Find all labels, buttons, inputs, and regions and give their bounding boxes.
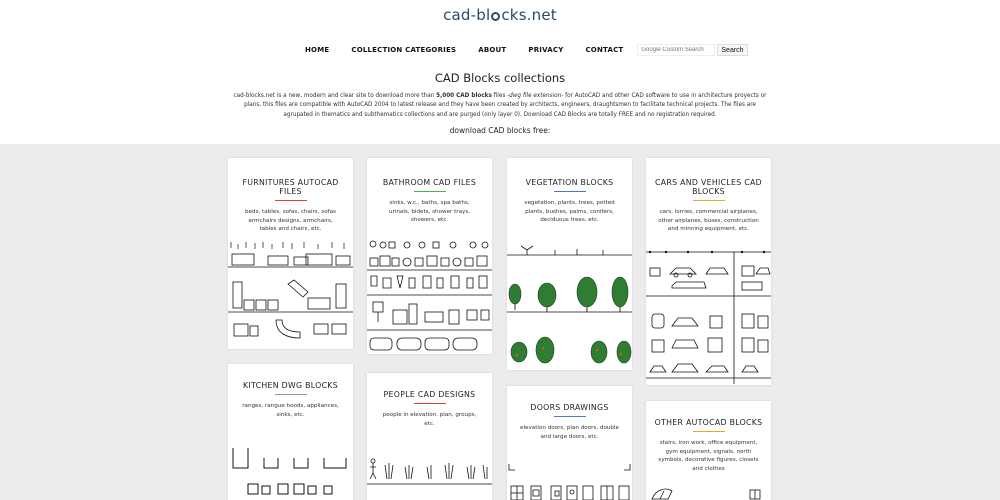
- card-bathroom[interactable]: [367, 158, 492, 354]
- card-accent-line: [554, 416, 586, 417]
- search-button[interactable]: Search: [717, 44, 747, 56]
- doors-blocks-image: [507, 464, 632, 500]
- card-description: elevation doors, plan doors, double and large doors, etc.: [520, 425, 619, 440]
- download-subheading: download CAD blocks free:: [449, 126, 551, 135]
- card-title: PEOPLE CAD DESIGNS: [383, 390, 476, 399]
- card-people[interactable]: [367, 373, 492, 500]
- card-title: BATHROOM CAD FILES: [382, 178, 477, 187]
- nav-privacy[interactable]: PRIVACY: [528, 46, 564, 54]
- card-description: people in elevation. plan, groups, etc.: [382, 412, 477, 427]
- logo-text-end: cks.net: [501, 6, 557, 24]
- main-navigation: [305, 44, 748, 56]
- logo-text-start: cad-bl: [443, 6, 491, 24]
- card-title: CARS AND VEHICLES CAD BLOCKS: [655, 178, 762, 196]
- other-blocks-image: [646, 485, 771, 500]
- card-accent-line: [275, 200, 307, 201]
- intro-text-3: for AutoCAD and other CAD software to use in architecture proyects or plans, this files are compatible with AutoCAD 2004 to latest release and they have been created by architects, engineers, draughtsmen to facilitate technical projects. The files are agrupated in thematics and subthematics collections and are purged (only layer 0). Download CAD Blocks are totally FREE and no registration required.: [244, 93, 767, 118]
- card-title: KITCHEN DWG BLOCKS: [243, 381, 338, 390]
- page-heading: CAD Blocks collections: [434, 71, 566, 85]
- card-accent-line: [414, 191, 446, 192]
- logo-circle-icon: [491, 12, 500, 21]
- card-title: FURNITURES AUTOCAD FILES: [242, 178, 339, 196]
- card-title: VEGETATION BLOCKS: [525, 178, 614, 187]
- intro-paragraph: [231, 92, 769, 120]
- card-furnitures[interactable]: [228, 158, 353, 349]
- card-accent-line: [554, 191, 586, 192]
- card-description: vegetation, plants, trees, potted plants, bushes, palms, conifers, deciduous trees, etc.: [524, 200, 615, 223]
- site-logo[interactable]: [0, 6, 1000, 24]
- vegetation-blocks-image: [507, 240, 632, 370]
- intro-italic-ext: -dwg file extension-: [507, 93, 564, 99]
- card-description: sinks, w.c., baths, spa baths, urinals, bidets, shower trays, showers, etc.: [388, 200, 471, 223]
- card-vegetation[interactable]: [507, 158, 632, 370]
- kitchen-blocks-image: [228, 444, 353, 500]
- card-title: OTHER AUTOCAD BLOCKS: [654, 418, 763, 427]
- bathroom-blocks-image: [367, 240, 492, 354]
- collections-background: [0, 144, 1000, 500]
- card-description: stairs, iron work, office equipment, gym equipment, signals, north symbols, decorative figures, closets and clothes: [658, 440, 759, 472]
- intro-text-2: files: [491, 93, 508, 99]
- furniture-blocks-image: [228, 242, 353, 349]
- card-accent-line: [414, 403, 446, 404]
- card-description: beds, tables, sofas, chairs, sofas armchairs designs, armchairs, tables and chairs, etc.: [245, 209, 336, 232]
- card-cars[interactable]: [646, 158, 771, 385]
- card-description: ranges, rangue hoods, appliances, sinks, etc.: [242, 403, 339, 418]
- search-input[interactable]: [637, 44, 715, 56]
- card-doors[interactable]: [507, 386, 632, 500]
- nav-contact[interactable]: CONTACT: [585, 46, 624, 54]
- card-accent-line: [693, 431, 725, 432]
- card-title: DOORS DRAWINGS: [530, 403, 609, 412]
- card-other[interactable]: [646, 401, 771, 500]
- card-description: cars, lorries, commercial airplanes, other airplanes, buses, construction and minning equipment, etc.: [658, 209, 759, 232]
- card-accent-line: [275, 394, 307, 395]
- card-accent-line: [693, 200, 725, 201]
- nav-about[interactable]: ABOUT: [478, 46, 507, 54]
- people-blocks-image: [367, 453, 492, 493]
- intro-bold-count: 5,000 CAD blocks: [436, 93, 492, 99]
- vehicle-blocks-image: [646, 248, 771, 385]
- card-kitchen[interactable]: [228, 364, 353, 500]
- nav-collection-categories[interactable]: COLLECTION CATEGORIES: [351, 46, 457, 54]
- nav-home[interactable]: HOME: [305, 46, 330, 54]
- intro-text-1: cad-blocks.net is a new, modern and clear site to download more than: [233, 93, 437, 99]
